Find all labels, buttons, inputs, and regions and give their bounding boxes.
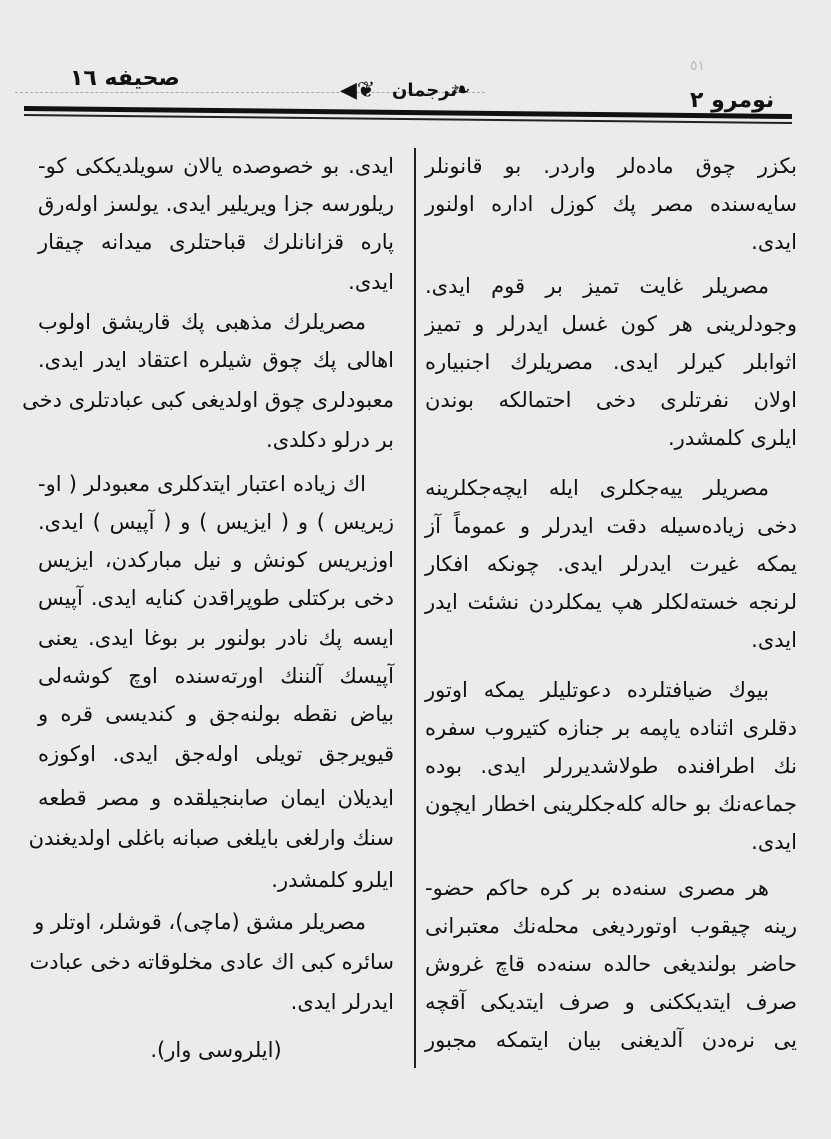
text-line: اوزیریس کونش و نیل مبارکدن، ایزیس (38, 548, 394, 572)
text-line: زیریس ) و ( ایزیس ) و ( آپیس ) ایدی. (38, 510, 394, 534)
text-line: ایلری کلمشدر. (668, 426, 797, 450)
text-line: نك اطرافنده طولاشدیررلر ایدی. بوده (425, 754, 797, 778)
text-line: مصریلر ییه‌جکلری ایله ایچه‌جکلرینه (425, 476, 769, 500)
text-line: دخی برکتلی طوپراقدن کنایه ایدی. آپیس (38, 586, 394, 610)
text-line: قیویرجق تویلی اوله‌جق ایدی. اوکوزه (38, 742, 394, 766)
text-line: بر درلو دکلدی. (266, 428, 394, 452)
text-line: مصریلر مشق (ماچی)، قوشلر، اوتلر و (34, 910, 366, 934)
column-divider (414, 148, 416, 1068)
text-line: آپیسك آلننك اورته‌سنده اوچ کوشه‌لی (38, 664, 394, 688)
text-line: ایدی. (751, 628, 797, 652)
text-line: ایدی. (348, 270, 394, 294)
text-line: مصریلرك مذهبی پك قاریشق اولوب (38, 310, 366, 334)
left-ornament-icon: ◀❦ (340, 78, 376, 103)
text-line: ریلورسه جزا ویریلیر ایدی. یولسز اوله‌رق (38, 192, 394, 216)
text-line: سایه‌سنده مصر پك کوزل اداره اولنور (425, 192, 797, 216)
text-line: حاضر بولندیغی حالده سنه‌ده قاچ غروش (425, 952, 797, 976)
text-line: سائره کبی اك عادی مخلوقاته دخی عبادت (29, 950, 394, 974)
text-line: ایدی. (751, 830, 797, 854)
text-line: وجودلرینی هر کون غسل ایدرلر و تمیز (425, 312, 797, 336)
text-line: اهالی پك چوق شیلره اعتقاد ایدر ایدی. (38, 348, 394, 372)
text-line: دخی زیاده‌سیله دقت ایدرلر و عموماً آز (425, 514, 797, 538)
text-line: ایدیلان ایمان صابنجیلقده و مصر قطعه (38, 786, 394, 810)
text-line: ایدی. بو خصوصده یالان سویلدیککی کو- (38, 154, 394, 178)
text-line: بیوك ضیافتلرده دعوتلیلر یمکه اوتور (425, 678, 769, 702)
page-number: صحیفه ١٦ (70, 66, 180, 91)
text-line: اثوابلر کیرلر ایدی. مصریلرك اجنبیاره (425, 350, 797, 374)
text-line: بیاض نقطه بولنه‌جق و کندیسی قره و (38, 702, 394, 726)
text-line: صرف ایتدیککنی و صرف ایتدیکی آقچه (425, 990, 797, 1014)
text-line: دقلری اثناده یاپمه بر جنازه کتیروب سفره (425, 716, 797, 740)
issue-number: نومرو ٢ (690, 88, 775, 113)
text-line: رینه چیقوب اوتوردیغی محله‌نك معتبرانی (425, 914, 797, 938)
text-line: یی نره‌دن آلدیغنی بیان ایتمکه مجبور (425, 1028, 797, 1052)
text-line: جماعه‌نك بو حاله کله‌جکلرینی اخطار ایچون (425, 792, 797, 816)
text-line: ایدی. (751, 230, 797, 254)
text-line: بکزر چوق ماده‌لر واردر. بو قانونلر (425, 154, 797, 178)
text-line: هر مصری سنه‌ده بر کره حاکم حضو- (425, 876, 769, 900)
text-line: لرنجه خسته‌لکلر هپ یمکلردن نشئت ایدر (425, 590, 797, 614)
text-line: ایدرلر ایدی. (290, 990, 394, 1014)
text-line: ایسه پك نادر بولنور بر بوغا ایدی. یعنی (38, 626, 394, 650)
text-line: ایلرو کلمشدر. (271, 868, 394, 892)
text-line: سنك وارلغی بایلغی صبانه باغلی اولدیغندن (28, 826, 394, 850)
text-line: یمکه غیرت ایدرلر ایدی. چونکه افکار (425, 552, 797, 576)
text-line: پاره قزانانلرك قباحتلری میدانه چیقار (38, 230, 394, 254)
newspaper-title: ترجمان (392, 80, 458, 101)
corner-mark: ٥١ (690, 58, 706, 74)
text-line: معبودلری چوق اولدیغی کبی عبادتلری دخی (22, 388, 394, 412)
text-line: مصریلر غایت تمیز بر قوم ایدی. (425, 274, 769, 298)
text-line: اك زیاده اعتبار ایتدکلری معبودلر ( او- (38, 472, 366, 496)
text-line: اولان نفرتلری دخی احتمالکه بوندن (425, 388, 797, 412)
right-ornament-icon: ❧ (452, 78, 471, 103)
continued-note: (ایلروسی وار). (150, 1038, 282, 1062)
